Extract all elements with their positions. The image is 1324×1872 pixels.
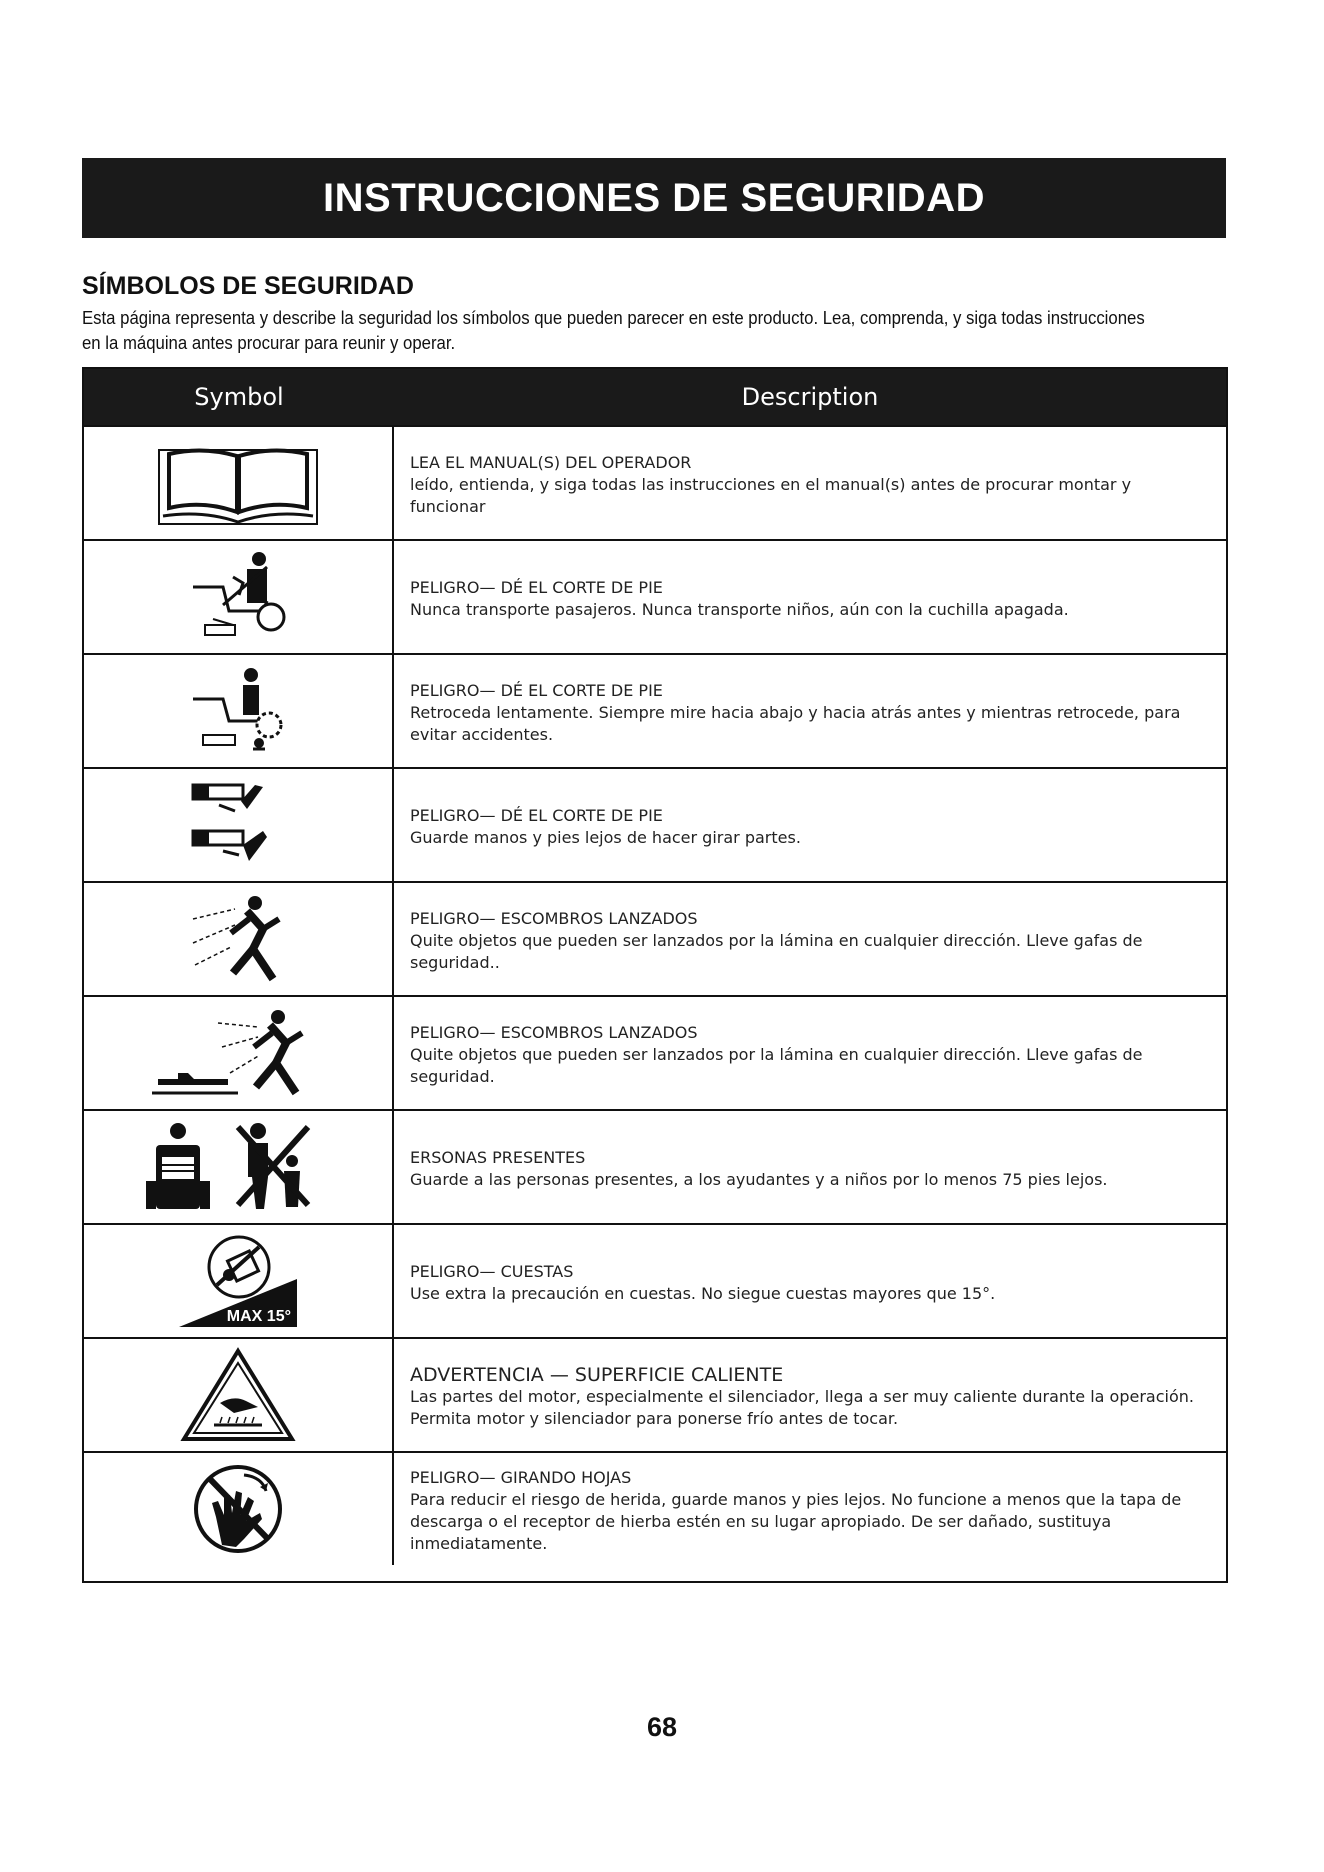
reverse-child-icon xyxy=(183,661,293,761)
row-title: PELIGRO— DÉ EL CORTE DE PIE xyxy=(410,681,663,700)
symbol-cell xyxy=(84,1453,394,1565)
row-text: Guarde manos y pies lejos de hacer girar partes. xyxy=(410,828,801,847)
row-text: Quite objetos que pueden ser lanzados por la lámina en cualquier dirección. Lleve gafas de seguridad.. xyxy=(410,931,1143,972)
row-title: PELIGRO— ESCOMBROS LANZADOS xyxy=(410,1023,698,1042)
row-text: Nunca transporte pasajeros. Nunca transporte niños, aún con la cuchilla apagada. xyxy=(410,600,1069,619)
table-row xyxy=(84,1337,1226,1451)
page-title: INSTRUCCIONES DE SEGURIDAD xyxy=(323,175,985,220)
table-row xyxy=(84,1223,1226,1337)
symbol-cell xyxy=(84,1111,394,1223)
description-cell xyxy=(394,769,1226,881)
description-cell xyxy=(394,883,1226,995)
thrown-debris-icon xyxy=(183,889,293,989)
no-passengers-icon xyxy=(183,547,293,647)
row-title: PELIGRO— CUESTAS xyxy=(410,1262,574,1281)
table-row xyxy=(84,1451,1226,1565)
row-title: LEA EL MANUAL(S) DEL OPERADOR xyxy=(410,453,692,472)
row-text: Retroceda lentamente. Siempre mire hacia abajo y hacia atrás antes y mientras retrocede, para evitar accidentes. xyxy=(410,703,1181,744)
description-cell xyxy=(394,655,1226,767)
table-row xyxy=(84,881,1226,995)
description-cell xyxy=(394,997,1226,1109)
table-row xyxy=(84,995,1226,1109)
header-symbol: Symbol xyxy=(194,383,284,411)
row-text: leído, entienda, y siga todas las instrucciones en el manual(s) antes de procurar montar y funcionar xyxy=(410,475,1132,516)
symbol-cell xyxy=(84,883,394,995)
symbol-cell xyxy=(84,997,394,1109)
row-text: Para reducir el riesgo de herida, guarde manos y pies lejos. No funcione a menos que la tapa de descarga o el receptor de hierba estén en su lugar apropiado. De ser dañado, sustituya inmediatamente. xyxy=(410,1490,1182,1553)
title-banner xyxy=(82,158,1226,238)
description-cell xyxy=(394,1339,1226,1451)
symbol-cell xyxy=(84,655,394,767)
row-title: ADVERTENCIA — SUPERFICIE CALIENTE xyxy=(410,1364,784,1386)
symbol-cell xyxy=(84,1225,394,1337)
bystanders-icon xyxy=(138,1117,338,1217)
table-header xyxy=(84,369,1226,425)
row-title: PELIGRO— GIRANDO HOJAS xyxy=(410,1468,632,1487)
rotating-blades-hand-icon xyxy=(188,1459,288,1559)
header-description: Description xyxy=(741,383,879,411)
table-row xyxy=(84,425,1226,539)
row-text: Guarde a las personas presentes, a los ayudantes y a niños por lo menos 75 pies lejos. xyxy=(410,1170,1108,1189)
row-title: PELIGRO— DÉ EL CORTE DE PIE xyxy=(410,578,663,597)
row-text: Las partes del motor, especialmente el silenciador, llega a ser muy caliente durante la operación. Permita motor y silenciador para ponerse frío antes de tocar. xyxy=(410,1387,1194,1428)
row-text: Use extra la precaución en cuestas. No siegue cuestas mayores que 15°. xyxy=(410,1284,996,1303)
table-row xyxy=(84,1109,1226,1223)
section-title: SÍMBOLOS DE SEGURIDAD xyxy=(82,272,414,300)
operator-manual-icon xyxy=(153,438,323,528)
row-title: PELIGRO— ESCOMBROS LANZADOS xyxy=(410,909,698,928)
description-cell xyxy=(394,1225,1226,1337)
description-cell xyxy=(394,1453,1226,1565)
intro-paragraph: Esta página representa y describe la seguridad los símbolos que pueden parecer en este producto. Lea, comprenda, y siga todas instrucciones en la máquina antes procurar para reunir y operar. xyxy=(82,308,1145,353)
row-text: Quite objetos que pueden ser lanzados por la lámina en cualquier dirección. Lleve gafas de seguridad. xyxy=(410,1045,1143,1086)
symbol-cell xyxy=(84,1339,394,1451)
table-row xyxy=(84,653,1226,767)
table-row xyxy=(84,767,1226,881)
description-cell xyxy=(394,1111,1226,1223)
table-row xyxy=(84,539,1226,653)
symbol-cell xyxy=(84,427,394,539)
hot-surface-icon xyxy=(178,1345,298,1445)
description-cell xyxy=(394,541,1226,653)
page-number: 68 xyxy=(646,1712,678,1742)
blade-hand-foot-icon xyxy=(183,775,293,875)
slope-max-badge: MAX 15° xyxy=(226,1308,291,1325)
row-title: PELIGRO— DÉ EL CORTE DE PIE xyxy=(410,806,663,825)
safety-symbols-table xyxy=(82,367,1228,1583)
thrown-debris-mower-icon xyxy=(148,1003,328,1103)
row-title: ERSONAS PRESENTES xyxy=(410,1148,586,1167)
symbol-cell xyxy=(84,769,394,881)
slope-rollover-icon xyxy=(173,1231,303,1331)
description-cell xyxy=(394,427,1226,539)
symbol-cell xyxy=(84,541,394,653)
